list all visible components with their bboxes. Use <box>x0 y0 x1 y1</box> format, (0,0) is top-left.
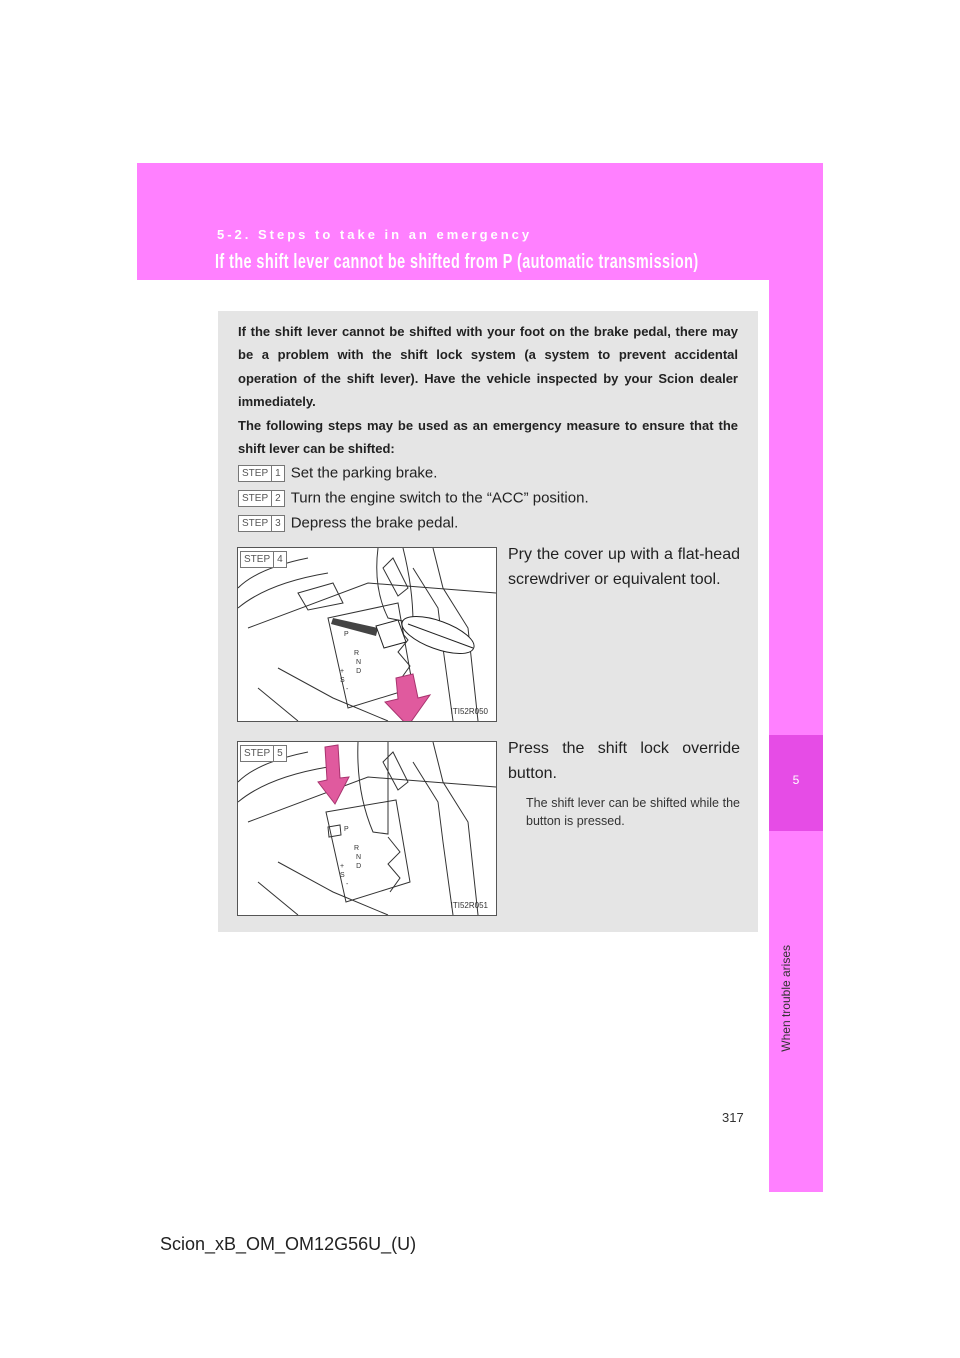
step-badge: STEP 3 <box>238 515 285 532</box>
step-5-text: Press the shift lock override button. <box>508 740 740 782</box>
intro-paragraph: If the shift lever cannot be shifted with your foot on the brake pedal, there may be a problem with the shift lock system (a system to prevent accidental operation of the shift lever). Have the vehicle inspected by your Scion dealer immediately. <box>238 324 738 410</box>
step-text: Set the parking brake. <box>290 464 438 482</box>
step-4-figure <box>237 547 497 722</box>
figure-code: ITI52R050 <box>450 707 488 716</box>
step-1 <box>238 464 437 482</box>
override-button-illustration <box>238 742 496 915</box>
step-text: Turn the engine switch to the “ACC” position. <box>290 489 589 507</box>
step-text: Depress the brake pedal. <box>290 514 459 532</box>
figure-code: ITI52R051 <box>450 901 488 910</box>
page-title: If the shift lever cannot be shifted from P (automatic transmission) <box>215 251 699 273</box>
step-4-text: Pry the cover up with a flat-head screwdriver or equivalent tool. <box>508 546 740 588</box>
step-badge: STEP 2 <box>238 490 285 507</box>
intro-text <box>238 320 738 460</box>
step-5-figure <box>237 741 497 916</box>
shift-gate-labels: P R N + D S - <box>340 826 362 888</box>
step-3 <box>238 514 458 532</box>
step-5-note: The shift lever can be shifted while the button is pressed. <box>526 796 740 828</box>
chapter-number: 5 <box>792 773 800 787</box>
page-number: 317 <box>722 1110 744 1125</box>
shift-gate-labels: P R N + D S - <box>340 631 362 693</box>
screwdriver-illustration <box>238 548 496 721</box>
section-label: 5-2. Steps to take in an emergency <box>217 227 533 242</box>
step-badge: STEP 1 <box>238 465 285 482</box>
step-2 <box>238 489 589 507</box>
document-code: Scion_xB_OM_OM12G56U_(U) <box>160 1234 417 1254</box>
step-badge: STEP 5 <box>240 745 287 762</box>
down-arrow-icon <box>318 745 349 804</box>
step-badge: STEP 4 <box>240 551 287 568</box>
intro-paragraph: The following steps may be used as an emergency measure to ensure that the shift lever can be shifted: <box>238 417 738 457</box>
chapter-label: When trouble arises <box>779 945 793 1052</box>
down-arrow-icon <box>385 674 430 721</box>
